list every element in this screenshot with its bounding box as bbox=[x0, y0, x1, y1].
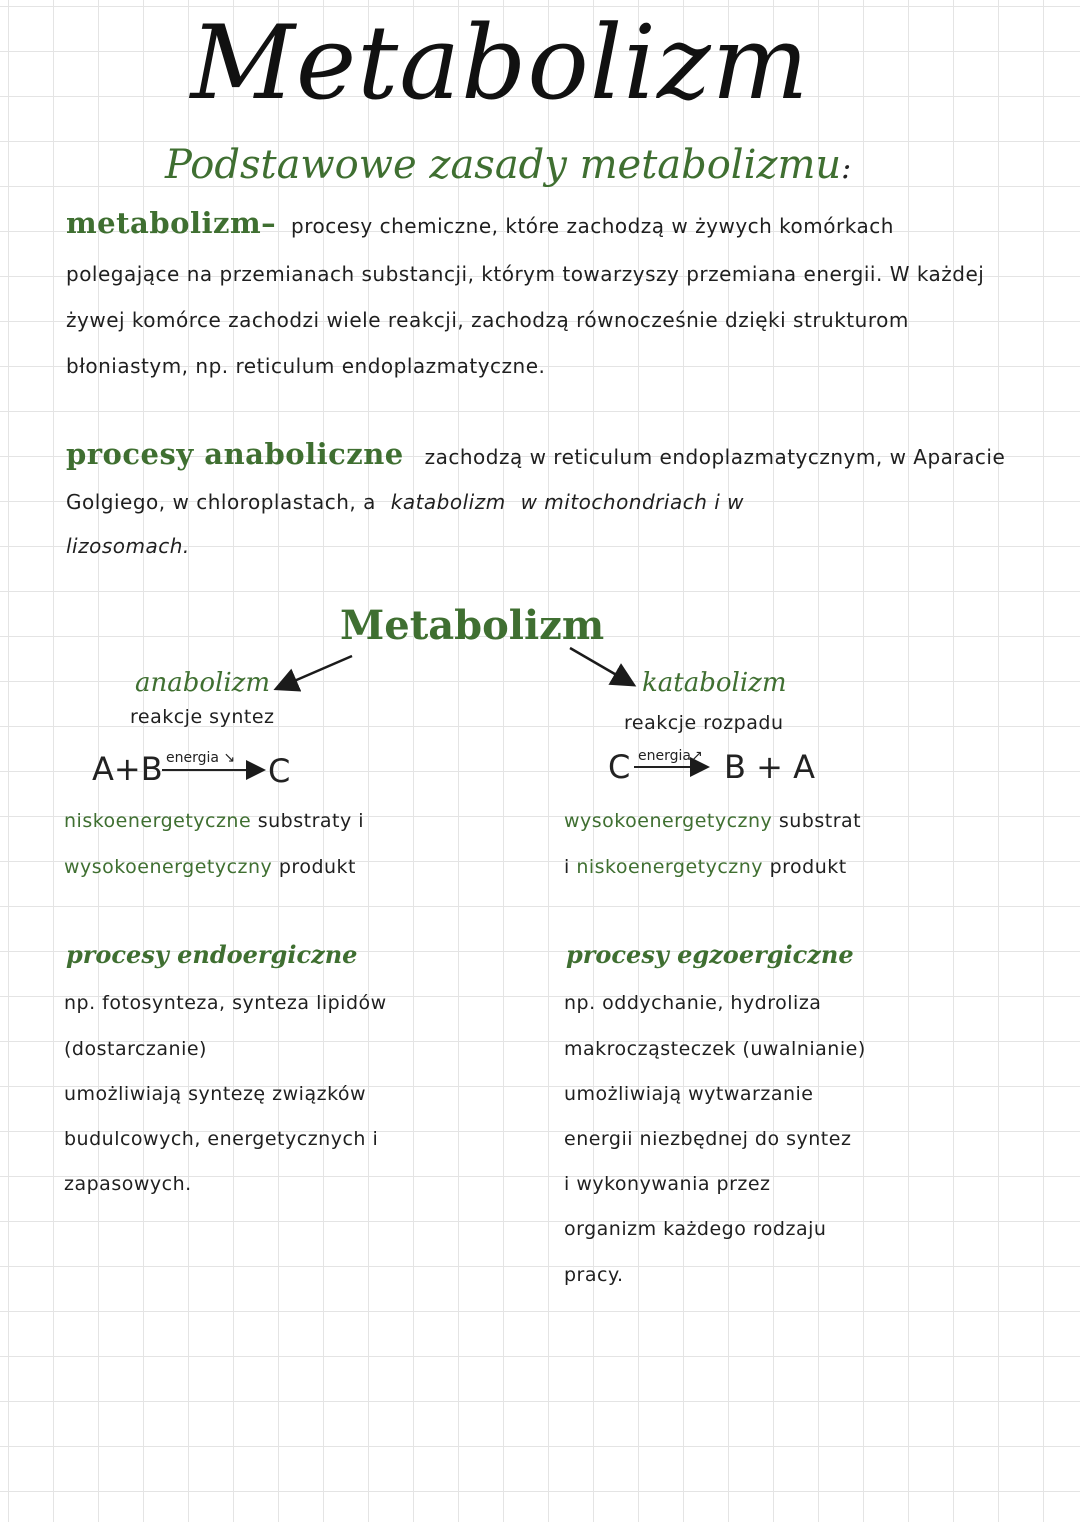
arrow-to-anabolizm bbox=[278, 656, 352, 688]
anabolic-text-3: w mitochondriach i w bbox=[520, 490, 745, 514]
anabolizm-prop-1-rest: substraty i bbox=[257, 810, 365, 832]
katabolizm-prop-1-green: wysokoenergetyczny bbox=[564, 810, 773, 832]
katabolizm-label: katabolizm bbox=[642, 668, 787, 698]
exoergic-line-5: i wykonywania przez bbox=[564, 1173, 771, 1195]
definition-line-2: polegające na przemianach substancji, którym towarzyszy przemiana energii. W każdej bbox=[66, 262, 985, 286]
definition-term: metabolizm bbox=[66, 206, 262, 240]
definition-dash: – bbox=[261, 206, 277, 240]
katabolizm-prop-2 bbox=[564, 856, 847, 878]
anabolic-text-2: Golgiego, w chloroplastach, a bbox=[66, 490, 376, 514]
katabolizm-prop-1 bbox=[564, 810, 861, 832]
katabolizm-prop-2-rest: produkt bbox=[769, 856, 847, 878]
anabolizm-desc: reakcje syntez bbox=[130, 706, 275, 728]
endoergic-line-2: (dostarczanie) bbox=[64, 1038, 207, 1060]
exoergic-line-7: pracy. bbox=[564, 1264, 624, 1286]
exoergic-line-2: makrocząsteczek (uwalnianie) bbox=[564, 1038, 866, 1060]
anabolizm-label: anabolizm bbox=[135, 668, 271, 698]
anabolizm-prop-2-rest: produkt bbox=[278, 856, 356, 878]
anabolizm-eq-label: energia ↘ bbox=[166, 750, 236, 766]
diagram-center-title: Metabolizm bbox=[340, 602, 605, 649]
exoergic-line-4: energii niezbędnej do syntez bbox=[564, 1128, 852, 1150]
subtitle-text: Podstawowe zasady metabolizmu bbox=[165, 142, 842, 188]
definition-line-3: żywej komórce zachodzi wiele reakcji, zachodzą równocześnie dzięki strukturom bbox=[66, 308, 909, 332]
endoergic-heading: procesy endoergiczne bbox=[66, 940, 358, 969]
definition-text-1: procesy chemiczne, które zachodzą w żywych komórkach bbox=[291, 214, 894, 238]
katabolizm-desc: reakcje rozpadu bbox=[624, 712, 784, 734]
anabolizm-eq-right: C bbox=[268, 752, 291, 790]
katabolizm-prop-2-green: niskoenergetyczny bbox=[576, 856, 764, 878]
katabolizm-prop-2-prefix: i bbox=[564, 856, 570, 878]
page-title: Metabolizm bbox=[190, 4, 810, 123]
exoergic-heading: procesy egzoergiczne bbox=[566, 940, 854, 969]
anabolizm-prop-1 bbox=[64, 810, 364, 832]
anabolizm-prop-2 bbox=[64, 856, 356, 878]
anabolizm-eq-left: A+B bbox=[92, 750, 163, 788]
katabolizm-eq-left: C bbox=[608, 748, 631, 786]
endoergic-line-4: budulcowych, energetycznych i bbox=[64, 1128, 379, 1150]
endoergic-line-1: np. fotosynteza, synteza lipidów bbox=[64, 992, 387, 1014]
arrow-to-katabolizm bbox=[570, 648, 632, 684]
endoergic-line-3: umożliwiają syntezę związków bbox=[64, 1083, 367, 1105]
endoergic-line-5: zapasowych. bbox=[64, 1173, 192, 1195]
anabolizm-prop-1-green: niskoenergetyczne bbox=[64, 810, 252, 832]
katabolizm-prop-1-rest: substrat bbox=[778, 810, 862, 832]
katabolizm-word: katabolizm bbox=[390, 490, 506, 514]
anabolic-line-3: lizosomach. bbox=[66, 534, 190, 558]
katabolizm-eq-label: energia↗ bbox=[638, 748, 703, 764]
subtitle-colon: : bbox=[841, 151, 852, 186]
anabolizm-prop-2-green: wysokoenergetyczny bbox=[64, 856, 273, 878]
katabolizm-eq-right: B + A bbox=[724, 748, 815, 786]
anabolic-term: procesy anaboliczne bbox=[66, 437, 404, 471]
exoergic-line-3: umożliwiają wytwarzanie bbox=[564, 1083, 814, 1105]
definition-line-4: błoniastym, np. reticulum endoplazmatyczne. bbox=[66, 354, 546, 378]
exoergic-line-6: organizm każdego rodzaju bbox=[564, 1218, 827, 1240]
anabolic-text-1: zachodzą w reticulum endoplazmatycznym, w Aparacie bbox=[424, 445, 1006, 469]
exoergic-line-1: np. oddychanie, hydroliza bbox=[564, 992, 822, 1014]
